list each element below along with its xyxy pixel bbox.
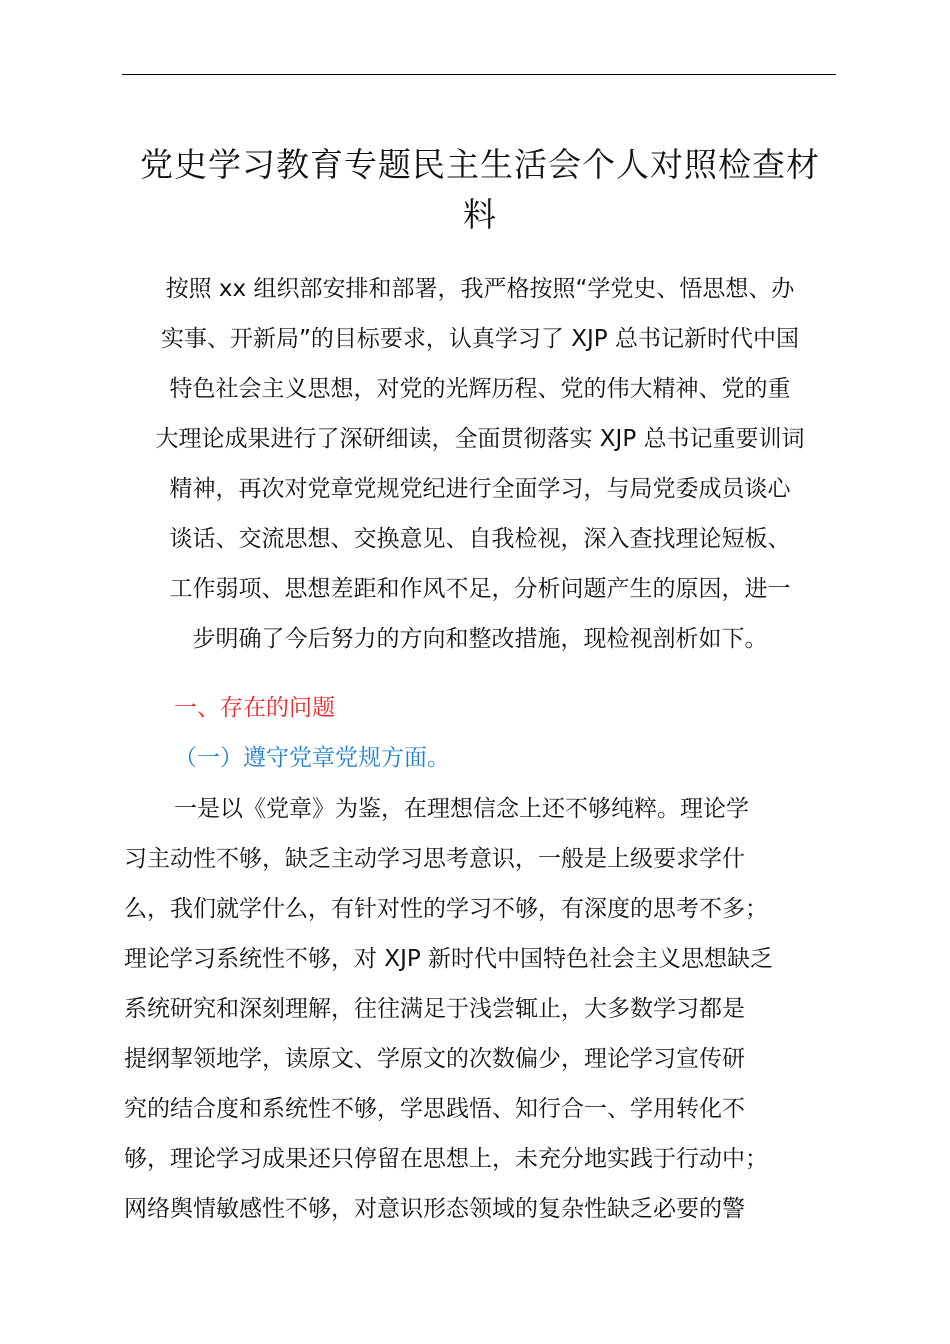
title-line: 党史学习教育专题民主生活会个人对照检查材: [140, 145, 820, 184]
title-line: 料: [463, 195, 497, 234]
body-line: 究的结合度和系统性不够，学思践悟、知行合一、学用转化不: [124, 1096, 745, 1122]
body-line: 理论学习系统性不够，对 XJP 新时代中国特色社会主义思想缺乏: [124, 946, 774, 972]
intro-line: 谈话、交流思想、交换意见、自我检视，深入查找理论短板、: [169, 526, 791, 552]
intro-line: 步明确了今后努力的方向和整改措施，现检视剖析如下。: [192, 626, 768, 652]
intro-line: 特色社会主义思想，对党的光辉历程、党的伟大精神、党的重: [169, 376, 791, 402]
body-line: 习主动性不够，缺乏主动学习思考意识，一般是上级要求学什: [124, 846, 745, 872]
document-title: [110, 140, 850, 240]
intro-line: 工作弱项、思想差距和作风不足，分析问题产生的原因，进一: [169, 576, 791, 602]
body-line: 么，我们就学什么，有针对性的学习不够，有深度的思考不多；: [124, 896, 768, 922]
body-line: 一是以《党章》为鉴，在理想信念上还不够纯粹。理论学: [174, 796, 749, 822]
intro-paragraph: [110, 264, 850, 664]
body-line: 够，理论学习成果还只停留在思想上，未充分地实践于行动中；: [124, 1146, 768, 1172]
header-rule: [122, 74, 836, 75]
body-line: 提纲挈领地学，读原文、学原文的次数偏少，理论学习宣传研: [124, 1046, 745, 1072]
body-paragraph: [124, 784, 844, 1234]
intro-line: 实事、开新局”的目标要求，认真学习了 XJP 总书记新时代中国: [161, 326, 799, 352]
body-line: 网络舆情敏感性不够，对意识形态领域的复杂性缺乏必要的警: [124, 1196, 745, 1222]
intro-line: 精神，再次对党章党规党纪进行全面学习，与局党委成员谈心: [169, 476, 791, 502]
body-line: 系统研究和深刻理解，往往满足于浅尝辄止，大多数学习都是: [124, 996, 745, 1022]
subsection-heading: （一）遵守党章党规方面。: [174, 745, 450, 771]
intro-line: 按照 xx 组织部安排和部署，我严格按照“学党史、悟思想、办: [165, 276, 795, 302]
section-heading: 一、存在的问题: [174, 695, 335, 721]
intro-line: 大理论成果进行了深研细读，全面贯彻落实 XJP 总书记重要训词: [155, 426, 805, 452]
